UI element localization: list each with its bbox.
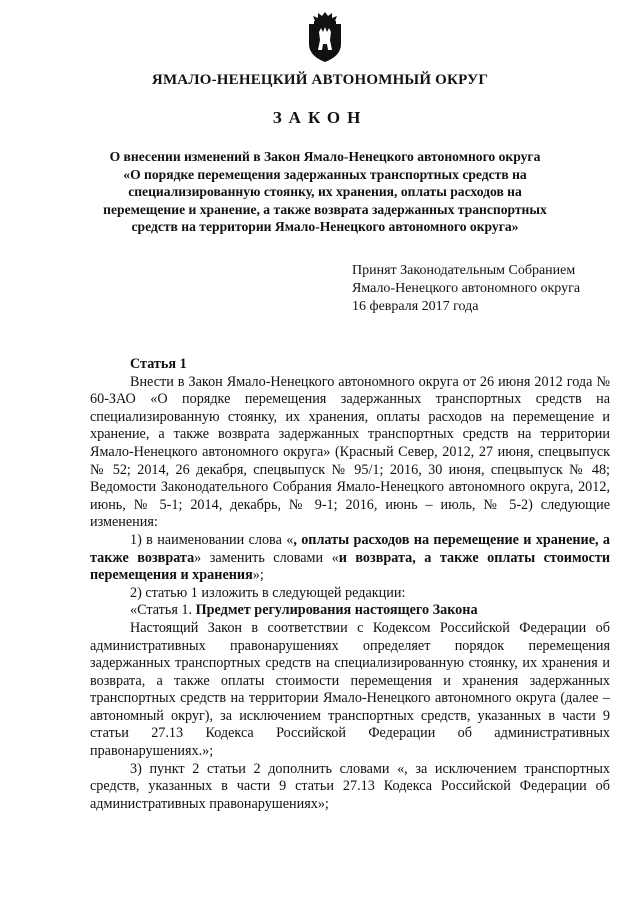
- article-heading: Статья 1: [130, 356, 187, 372]
- item-text: »;: [252, 567, 264, 584]
- adoption-date: 16 февраля 2017 года: [352, 299, 479, 314]
- amendment-item-1: [90, 532, 610, 585]
- amendment-item-3: 3) пункт 2 статьи 2 дополнить словами «, за исключением транспортных средств, указанных в части 9 статьи 27.13 Кодекса Российской Федерации об административных правонарушениях»;: [90, 760, 610, 812]
- law-title: О внесении изменений в Закон Ямало-Ненецкого автономного округа «О порядке перемещения задержанных транспортных средств на специализированную стоянку, их хранения, оплаты расходов на перемещение и хранение, а также возврата задержанных транспортных средств на территории Ямало-Ненецкого автономного округа»: [103, 149, 547, 234]
- item-bold-text: , оплаты расходов на перемещение и хранение, а также возврата: [90, 531, 611, 566]
- item-bold-text: и возврата, а также оплаты стоимости перемещения и хранения: [90, 549, 610, 584]
- amendment-item-2: 2) статью 1 изложить в следующей редакции:: [130, 584, 406, 601]
- item-text: » заменить словами «: [194, 549, 339, 566]
- adoption-line: Ямало-Ненецкого автономного округа: [352, 281, 581, 296]
- new-article-number: «Статья 1.: [130, 602, 196, 619]
- adoption-block: [352, 262, 580, 316]
- item-text: 1) в наименовании слова «: [130, 531, 294, 548]
- new-article-title: Предмет регулирования настоящего Закона: [195, 602, 478, 619]
- article-body: [90, 356, 610, 813]
- coat-of-arms-icon: [305, 10, 345, 64]
- article-intro: Внести в Закон Ямало-Ненецкого автономного округа от 26 июня 2012 года № 60-ЗАО «О порядке перемещения задержанных транспортных средств на специализированную стоянку, их хранения, оплаты расходов на перемещение и хранение, а также возврата задержанных транспортных средств на территории Ямало-Ненецкого автономного округа» (Красный Север, 2012, 27 июня, спецвыпуск № 52; 2014, 26 декабря, спецвыпуск № 95/1; 2016, 30 июня, спецвыпуск № 48; Ведомости Законодательного Собрания Ямало-Ненецкого автономного округа, 2012, июнь, № 5-1; 2014, декабрь, № 9-1; 2016, июнь – июль, № 5-2) следующие изменения:: [90, 373, 610, 531]
- adoption-line: Принят Законодательным Собранием: [352, 263, 576, 278]
- new-article-heading: [90, 602, 610, 620]
- new-article-text: Настоящий Закон в соответствии с Кодексом Российской Федерации об административных правонарушениях определяет порядок перемещения задержанных транспортных средств на специализированную стоянку, их хранения и возврата, а также оплаты стоимости перемещения и хранения задержанных транспортных средств на территории Ямало-Ненецкого автономного округа (далее – автономный округ), за исключением транспортных средств, указанных в части 9 статьи 27.13 Кодекса Российской Федерации об административных правонарушениях.»;: [90, 619, 610, 760]
- region-name: ЯМАЛО-НЕНЕЦКИЙ АВТОНОМНЫЙ ОКРУГ: [151, 72, 489, 88]
- document-type: ЗАКОН: [272, 108, 368, 127]
